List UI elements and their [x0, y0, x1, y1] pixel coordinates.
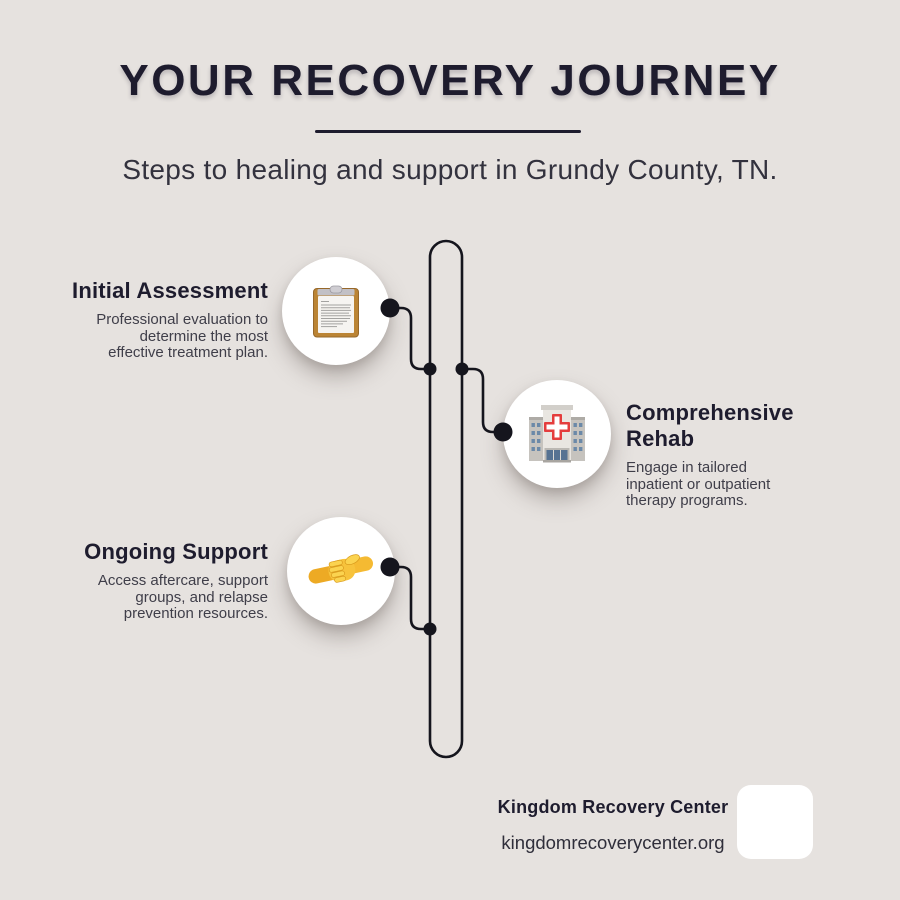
step-2-desc-line: Engage in tailored [626, 459, 747, 476]
footer-org-name: Kingdom Recovery Center [497, 797, 729, 817]
timeline-track [430, 241, 462, 757]
step-2-text-block [626, 400, 862, 510]
hospital-icon [529, 405, 585, 463]
handshake-icon [308, 550, 374, 592]
step-1-text-block [32, 278, 268, 362]
step-2-desc-line: inpatient or outpatient [626, 475, 771, 493]
connector-dot-small-3 [424, 623, 437, 636]
page-subtitle: Steps to healing and support in Grundy County, TN. [122, 154, 778, 185]
connector-curve-3 [390, 567, 430, 629]
connector-curve-2 [462, 369, 503, 432]
step-2-icon-circle [503, 380, 611, 488]
step-1-description [32, 312, 268, 362]
footer-text-block [463, 797, 763, 854]
step-3-title: Ongoing Support [84, 539, 268, 564]
step-2-description [626, 460, 862, 510]
step-1-desc-line: Professional evaluation to [96, 311, 268, 328]
footer-logo-box [737, 785, 813, 859]
footer-website: kingdomrecoverycenter.org [501, 832, 725, 853]
step-1-desc-line: determine the most [139, 327, 268, 345]
step-3-desc-line: Access aftercare, support [97, 572, 268, 589]
step-1-title: Initial Assessment [72, 278, 268, 303]
step-1-desc-line: effective treatment plan. [108, 344, 268, 361]
step-2-title: Comprehensive Rehab [626, 400, 794, 451]
connector-dot-small-2 [456, 363, 469, 376]
title-divider [315, 130, 581, 133]
step-3-description [32, 573, 268, 623]
step-1-icon-circle [282, 257, 390, 365]
step-3-desc-line: prevention resources. [123, 605, 268, 622]
step-3-desc-line: groups, and relapse [135, 588, 268, 606]
step-2-desc-line: therapy programs. [626, 492, 748, 509]
connector-curve-1 [390, 308, 430, 369]
step-3-icon-circle [287, 517, 395, 625]
step-3-text-block [32, 539, 268, 623]
clipboard-icon [313, 285, 359, 338]
page-title: YOUR RECOVERY JOURNEY [119, 56, 781, 105]
connector-dot-small-1 [424, 363, 437, 376]
